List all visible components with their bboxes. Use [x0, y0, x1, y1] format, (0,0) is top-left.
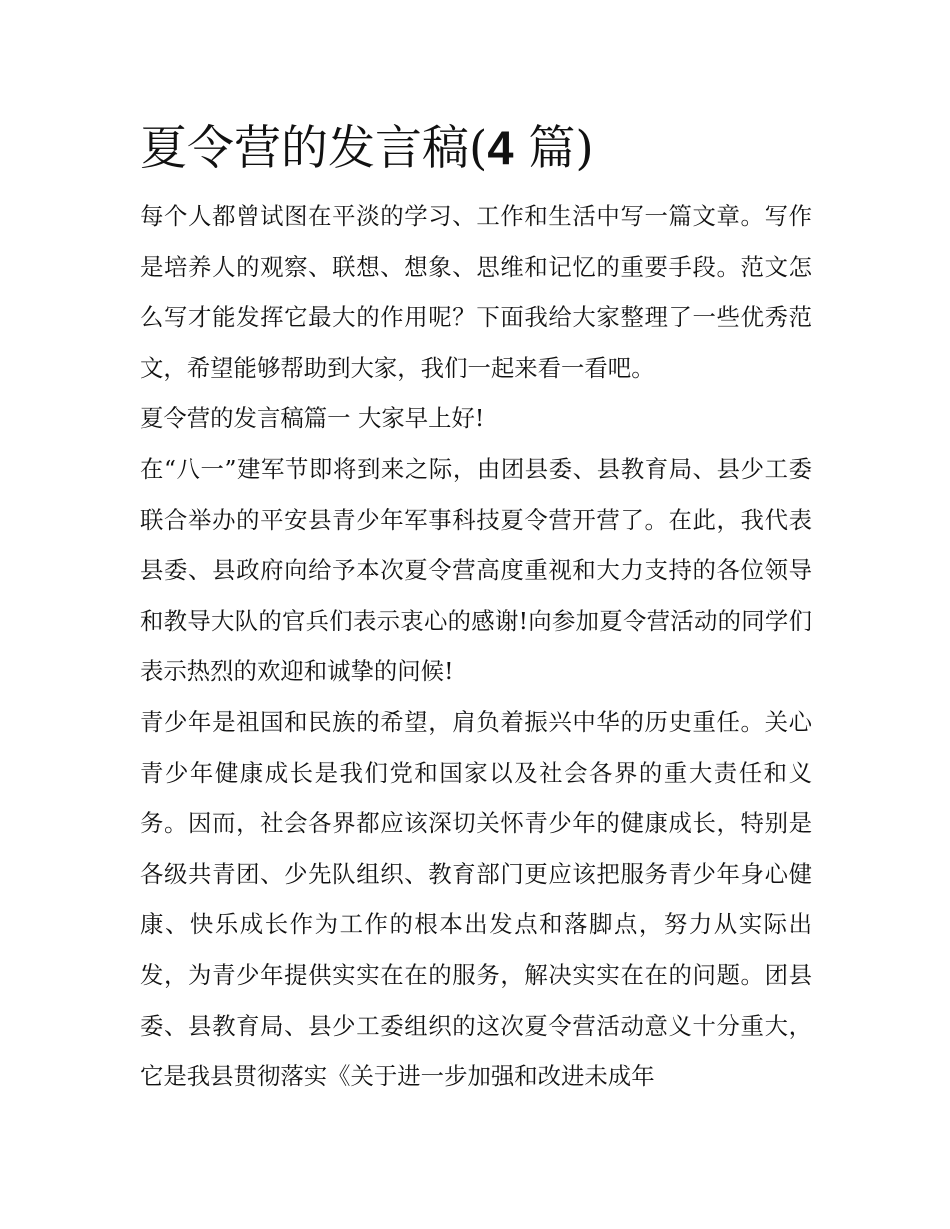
document-title: [140, 118, 812, 179]
title-suffix: 篇): [513, 121, 594, 176]
section-heading-paragraph: 夏令营的发言稿篇一 大家早上好!: [140, 404, 485, 433]
title-prefix: 夏令营的发言稿(: [140, 121, 488, 176]
title-number: 4: [487, 121, 514, 174]
intro-paragraph: 每个人都曾试图在平淡的学习、工作和生活中写一篇文章。写作是培养人的观察、联想、想象、思维和记忆的重要手段。范文怎么写才能发挥它最大的作用呢？下面我给大家整理了一些优秀范文，希望能够帮助到大家，我们一起来看一看吧。: [140, 202, 812, 382]
body-paragraph: 青少年是祖国和民族的希望，肩负着振兴中华的历史重任。关心青少年健康成长是我们党和国家以及社会各界的重大责任和义务。因而，社会各界都应该深切关怀青少年的健康成长，特别是各级共青团、少先队组织、教育部门更应该把服务青少年身心健康、快乐成长作为工作的根本出发点和落脚点，努力从实际出发，为青少年提供实实在在的服务，解决实实在在的问题。团县委、县教育局、县少工委组织的这次夏令营活动意义十分重大，它是我县贯彻落实《关于进一步加强和改进未成年: [140, 707, 812, 1091]
document-body: [140, 118, 812, 1102]
opening-paragraph: 在“八一”建军节即将到来之际，由团县委、县教育局、县少工委联合举办的平安县青少年军事科技夏令营开营了。在此，我代表县委、县政府向给予本次夏令营高度重视和大力支持的各位领导和教导大队的官兵们表示衷心的感谢!向参加夏令营活动的同学们表示热烈的欢迎和诚挚的问候!: [140, 454, 812, 686]
